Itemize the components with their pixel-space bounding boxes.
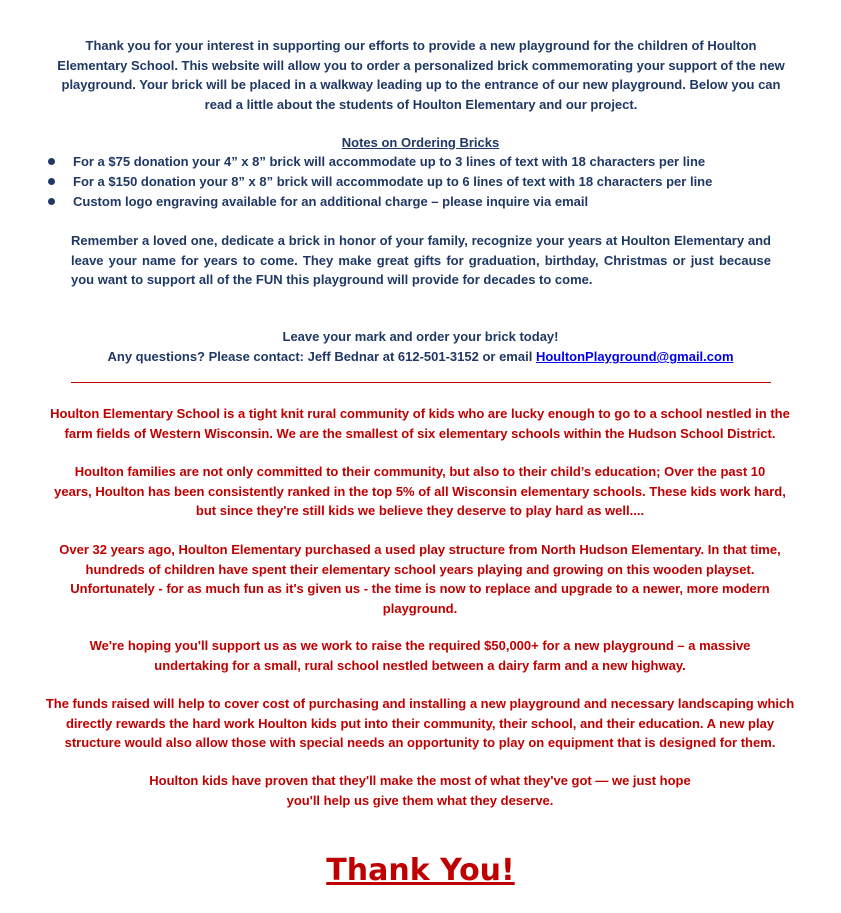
leave-your-mark-text: Leave your mark and order your brick today! — [282, 329, 559, 344]
contact-email-link[interactable]: HoultonPlayground@gmail.com — [535, 349, 734, 364]
story-line: hundreds of children have spent their elementary school years playing and growing on this wooden playset. — [85, 561, 755, 577]
story-line: structure would also allow those with special needs an opportunity to play on equipment that is designed for them. — [64, 735, 776, 750]
story-line: you'll help us give them what they deserve. — [286, 792, 554, 808]
bullet-icon — [48, 178, 55, 185]
intro-line: read a little about the students of Houlton Elementary and our project. — [204, 96, 638, 112]
list-item — [46, 192, 806, 212]
list-item — [46, 152, 806, 172]
story-line: Unfortunately - for as much fun as it's given us - the time is now to replace and upgrade to a newer, more modern — [70, 581, 770, 596]
story-paragraph-6 — [20, 771, 820, 810]
section-divider — [71, 382, 771, 383]
bullet-icon — [48, 198, 55, 205]
story-paragraph-4 — [20, 636, 820, 675]
story-paragraph-5 — [20, 694, 820, 753]
story-line: undertaking for a small, rural school nestled between a dairy farm and a new highway. — [154, 657, 686, 673]
intro-line: Elementary School. This website will allow you to order a personalized brick commemorating your support of the new — [57, 57, 785, 73]
notes-list — [46, 152, 806, 212]
bullet-icon — [48, 158, 55, 165]
notes-heading: Notes on Ordering Bricks — [341, 135, 500, 150]
story-line: We're hoping you'll support us as we work to raise the required $50,000+ for a new playground – a massive — [89, 638, 751, 653]
contact-line — [0, 347, 841, 367]
thank-you-heading: Thank You! — [326, 853, 515, 888]
story-line: Over 32 years ago, Houlton Elementary purchased a used play structure from North Hudson Elementary. In that time, — [59, 542, 781, 557]
intro-line: Thank you for your interest in supporting our efforts to provide a new playground for the children of Houlton — [85, 38, 757, 53]
story-line: playground. — [382, 600, 458, 616]
remember-paragraph: Remember a loved one, dedicate a brick in honor of your family, recognize your years at Houlton Elementary and leave your name for years to come. They make great gifts for graduation, birthday, Christmas or just because you want to support all of the FUN this playground will provide for decades to come. — [71, 233, 771, 287]
story-line: Houlton kids have proven that they'll make the most of what they've got — we just hope — [149, 773, 691, 788]
story-line: Houlton Elementary School is a tight knit rural community of kids who are lucky enough to go to a school nestled in the — [50, 406, 790, 421]
story-line: directly rewards the hard work Houlton kids put into their community, their school, and their education. A new play — [65, 715, 775, 731]
story-line: farm fields of Western Wisconsin. We are the smallest of six elementary schools within the Hudson School District. — [64, 425, 776, 441]
story-line: years, Houlton has been consistently ranked in the top 5% of all Wisconsin elementary schools. These kids work hard, — [54, 483, 786, 499]
intro-paragraph — [28, 36, 814, 114]
list-item-text: For a $150 donation your 8” x 8” brick will accommodate up to 6 lines of text with 18 characters per line — [73, 174, 713, 189]
story-line: but since they're still kids we believe they deserve to play hard as well.... — [195, 503, 645, 518]
intro-line: playground. Your brick will be placed in a walkway leading up to the entrance of our new playground. Below you can — [61, 77, 781, 92]
story-paragraph-1 — [20, 404, 820, 443]
story-line: The funds raised will help to cover cost of purchasing and installing a new playground and necessary landscaping which — [45, 696, 795, 711]
list-item-text: Custom logo engraving available for an additional charge – please inquire via email — [73, 194, 589, 209]
story-paragraph-3 — [20, 540, 820, 618]
story-paragraph-2 — [20, 462, 820, 521]
list-item — [46, 172, 806, 192]
story-line: Houlton families are not only committed to their community, but also to their child’s education; Over the past 10 — [74, 464, 766, 479]
contact-text: Any questions? Please contact: Jeff Bednar at 612-501-3152 or email — [107, 349, 536, 364]
list-item-text: For a $75 donation your 4” x 8” brick will accommodate up to 3 lines of text with 18 characters per line — [73, 154, 706, 169]
